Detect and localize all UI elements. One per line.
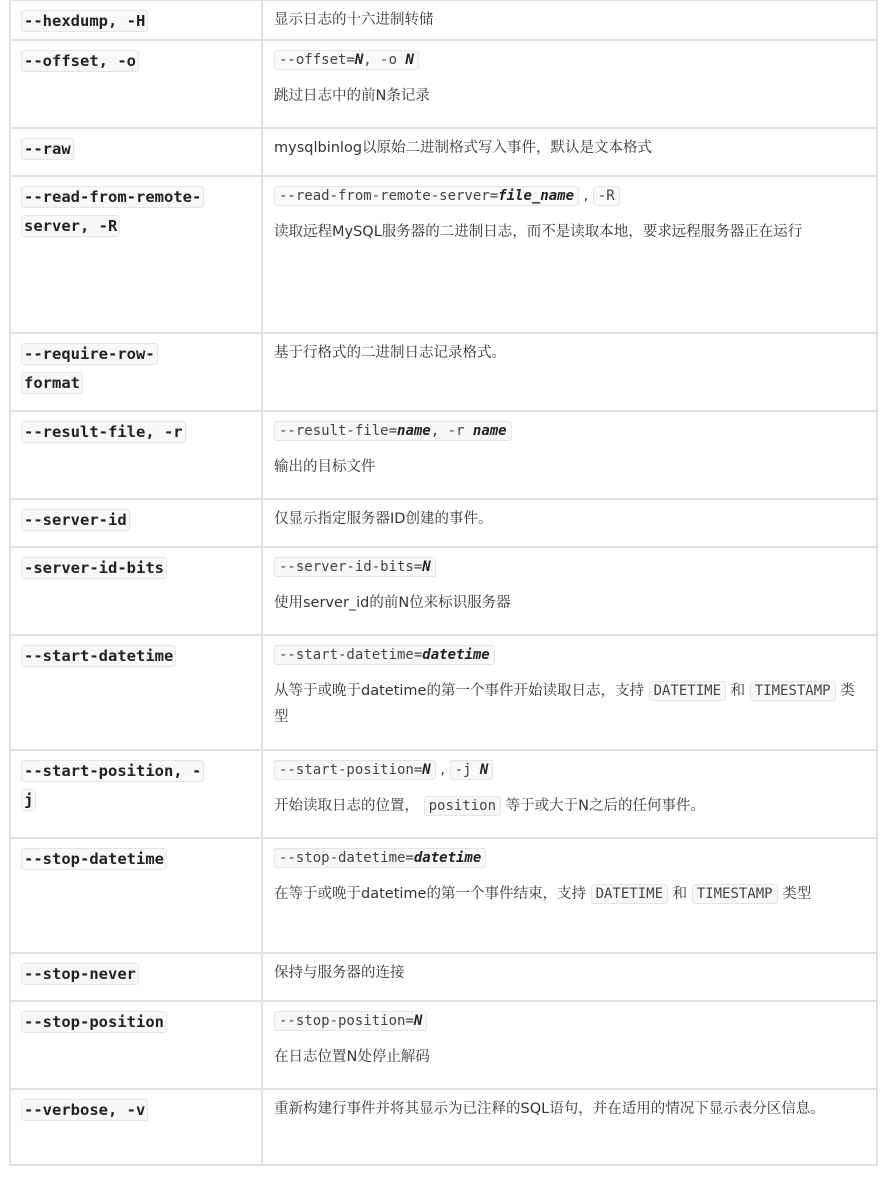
option-name: --raw	[21, 138, 74, 160]
option-description: 基于行格式的二进制日志记录格式。	[274, 345, 506, 361]
table-row: --read-from-remote- server, -R --read-from-remote-server=file_name , -R 读取远程MySQL服务器的二进制日志，而不是读取本地，要求远程服务器正在运行	[10, 176, 877, 333]
option-name: --start-position, - j	[21, 760, 204, 811]
table-row	[10, 499, 877, 547]
option-name: --server-id	[21, 509, 130, 531]
option-syntax-short: -R	[593, 186, 620, 206]
option-syntax: --offset=N, -o N	[274, 50, 419, 70]
option-description: 仅显示指定服务器ID创建的事件。	[274, 511, 493, 527]
option-name: --verbose, -v	[21, 1099, 148, 1121]
option-name: --stop-never	[21, 963, 139, 985]
table-row	[10, 635, 877, 750]
option-description: 输出的目标文件	[274, 459, 376, 475]
option-description: 重新构建行事件并将其显示为已注释的SQL语句，并在适用的情况下显示表分区信息。	[274, 1101, 825, 1117]
option-description: mysqlbinlog以原始二进制格式写入事件，默认是文本格式	[274, 140, 653, 156]
option-name: -server-id-bits	[21, 557, 167, 579]
option-name: --stop-position	[21, 1011, 167, 1033]
option-description: 显示日志的十六进制转储	[274, 12, 434, 28]
option-name: --read-from-remote- server, -R	[21, 186, 204, 237]
options-table	[9, 0, 878, 1166]
option-name: --hexdump, -H	[21, 10, 148, 32]
table-row	[10, 547, 877, 635]
option-syntax: --stop-position=N	[274, 1011, 427, 1031]
table-row	[10, 128, 877, 176]
option-name: --stop-datetime	[21, 848, 167, 870]
option-description: 从等于或晚于datetime的第一个事件开始读取日志，支持 DATETIME 和 TIMESTAMP 类型	[274, 683, 855, 725]
option-syntax: --read-from-remote-server=file_name	[274, 186, 579, 206]
table-row	[10, 40, 877, 128]
option-description: 开始读取日志的位置， position 等于或大于N之后的任何事件。	[274, 798, 706, 814]
option-description: 读取远程MySQL服务器的二进制日志，而不是读取本地，要求远程服务器正在运行	[274, 224, 803, 240]
option-description: 跳过日志中的前N条记录	[274, 88, 430, 104]
table-row	[10, 1001, 877, 1089]
option-syntax: --start-position=N	[274, 760, 436, 780]
option-syntax: --server-id-bits=N	[274, 557, 436, 577]
table-row	[10, 0, 877, 40]
option-syntax: --stop-datetime=datetime	[274, 848, 486, 868]
option-name: --start-datetime	[21, 645, 176, 667]
option-name: --result-file, -r	[21, 421, 186, 443]
table-row	[10, 411, 877, 499]
option-description: 保持与服务器的连接	[274, 965, 405, 981]
option-description: 在等于或晚于datetime的第一个事件结束，支持 DATETIME 和 TIMESTAMP 类型	[274, 886, 812, 902]
table-row	[10, 838, 877, 953]
option-syntax: --start-datetime=datetime	[274, 645, 495, 665]
table-row	[10, 953, 877, 1001]
table-row: --start-position, - j --start-position=N , -j N 开始读取日志的位置， position 等于或大于N之后的任何事件。	[10, 750, 877, 838]
option-description: 使用server_id的前N位来标识服务器	[274, 595, 511, 611]
option-description: 在日志位置N处停止解码	[274, 1049, 430, 1065]
table-row	[10, 1089, 877, 1165]
option-name: --offset, -o	[21, 50, 139, 72]
option-name: --require-row- format	[21, 343, 158, 394]
option-syntax-short: -j N	[450, 760, 494, 780]
option-syntax: --result-file=name, -r name	[274, 421, 512, 441]
table-row	[10, 333, 877, 411]
